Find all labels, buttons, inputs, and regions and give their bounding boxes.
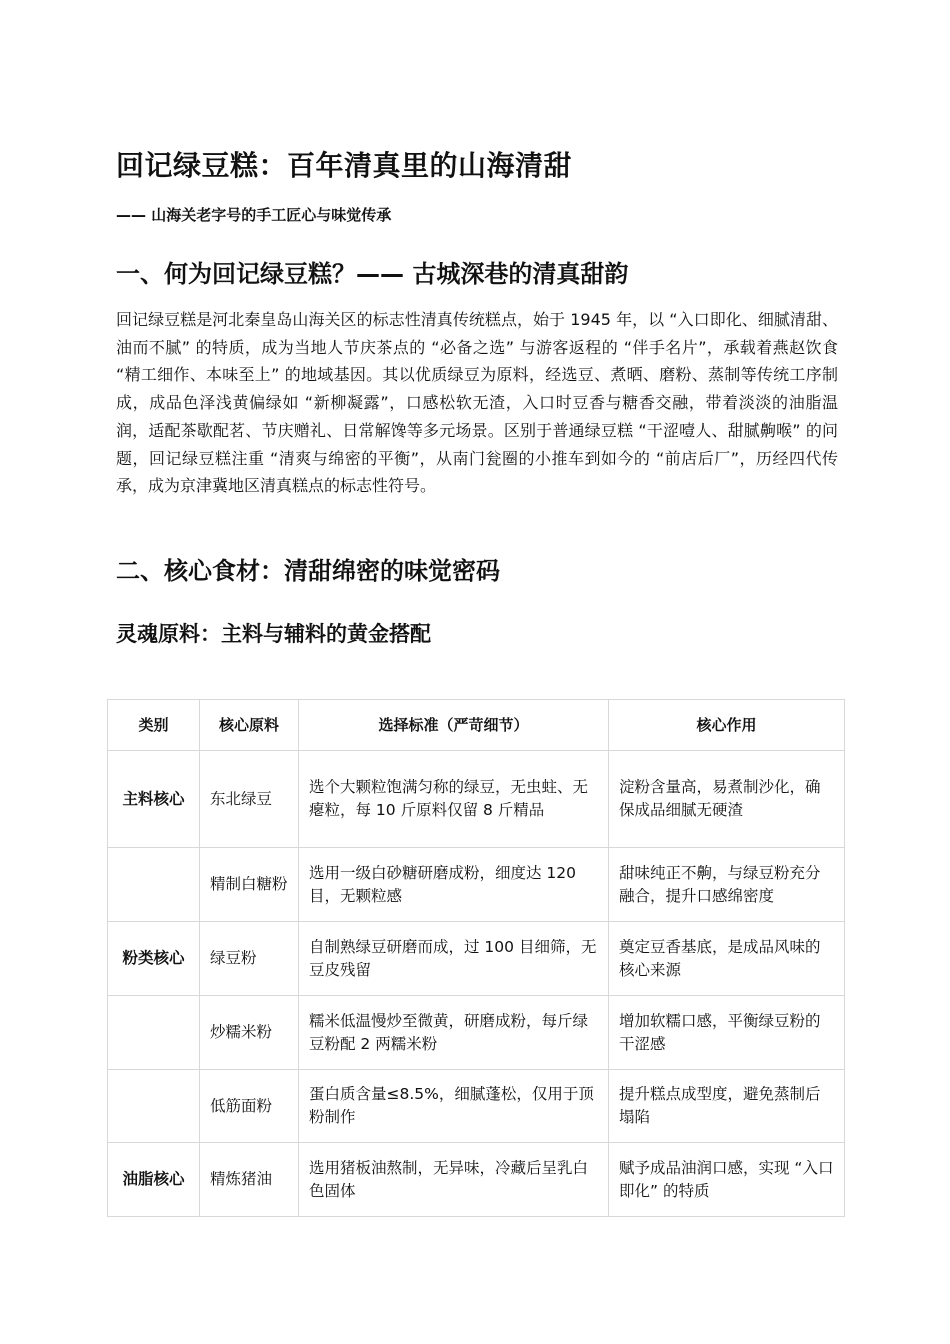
header-standard: 选择标准（严苛细节）: [299, 700, 609, 751]
table-row: [108, 848, 845, 922]
cell-standard: 蛋白质含量≤8.5%，细腻蓬松，仅用于顶粉制作: [299, 1070, 609, 1143]
header-role: 核心作用: [609, 700, 845, 751]
cell-material: 低筋面粉: [200, 1070, 299, 1143]
cell-category: 粉类核心: [108, 922, 200, 996]
cell-material: 东北绿豆: [200, 751, 299, 848]
table-header-row: [108, 700, 845, 751]
table-row: [108, 996, 845, 1070]
section-1-paragraph: 回记绿豆糕是河北秦皇岛山海关区的标志性清真传统糕点，始于 1945 年，以 “入口即化、细腻清甜、油而不腻” 的特质，成为当地人节庆茶点的 “必备之选” 与游客返程的 “伴手名片”，承载着燕赵饮食 “精工细作、本味至上” 的地域基因。其以优质绿豆为原料，经选豆、煮晒、磨粉、蒸制等传统工序制成，成品色泽浅黄偏绿如 “新柳凝露”，口感松软无渣，入口时豆香与糖香交融，带着淡淡的油脂温润，适配茶歇配茗、节庆赠礼、日常解馋等多元场景。区别于普通绿豆糕 “干涩噎人、甜腻齁喉” 的问题，回记绿豆糕注重 “清爽与绵密的平衡”，从南门瓮圈的小推车到如今的 “前店后厂”，历经四代传承，成为京津冀地区清真糕点的标志性符号。: [116, 310, 838, 496]
cell-standard: 选用一级白砂糖研磨成粉，细度达 120 目，无颗粒感: [299, 848, 609, 922]
cell-standard: 选个大颗粒饱满匀称的绿豆，无虫蛀、无瘪粒，每 10 斤原料仅留 8 斤精品: [299, 751, 609, 848]
cell-category: 油脂核心: [108, 1143, 200, 1217]
section-2-heading: 二、核心食材：清甜绵密的味觉密码: [116, 557, 500, 585]
header-category: 类别: [108, 700, 200, 751]
header-material: 核心原料: [200, 700, 299, 751]
cell-material: 绿豆粉: [200, 922, 299, 996]
cell-role: 增加软糯口感，平衡绿豆粉的干涩感: [609, 996, 845, 1070]
cell-role: 赋予成品油润口感，实现 “入口即化” 的特质: [609, 1143, 845, 1217]
cell-role: 淀粉含量高，易煮制沙化，确保成品细腻无硬渣: [609, 751, 845, 848]
cell-role: 提升糕点成型度，避免蒸制后塌陷: [609, 1070, 845, 1143]
table-row: [108, 751, 845, 848]
cell-material: 炒糯米粉: [200, 996, 299, 1070]
cell-material: 精炼猪油: [200, 1143, 299, 1217]
cell-category: [108, 996, 200, 1070]
cell-role: 甜味纯正不齁，与绿豆粉充分融合，提升口感绵密度: [609, 848, 845, 922]
cell-category: [108, 848, 200, 922]
ingredients-table: [107, 699, 845, 1217]
section-2-subheading: 灵魂原料：主料与辅料的黄金搭配: [116, 622, 431, 646]
section-1-heading: 一、何为回记绿豆糕？—— 古城深巷的清真甜韵: [116, 260, 629, 288]
table-row: [108, 922, 845, 996]
cell-standard: 选用猪板油熬制，无异味，冷藏后呈乳白色固体: [299, 1143, 609, 1217]
table-row: [108, 1143, 845, 1217]
cell-role: 奠定豆香基底，是成品风味的核心来源: [609, 922, 845, 996]
cell-category: 主料核心: [108, 751, 200, 848]
document-subtitle: —— 山海关老字号的手工匠心与味觉传承: [116, 206, 392, 224]
cell-category: [108, 1070, 200, 1143]
cell-standard: 自制熟绿豆研磨而成，过 100 目细筛，无豆皮残留: [299, 922, 609, 996]
table-row: [108, 1070, 845, 1143]
cell-standard: 糯米低温慢炒至微黄，研磨成粉，每斤绿豆粉配 2 两糯米粉: [299, 996, 609, 1070]
cell-material: 精制白糖粉: [200, 848, 299, 922]
document-title: 回记绿豆糕：百年清真里的山海清甜: [116, 149, 573, 182]
